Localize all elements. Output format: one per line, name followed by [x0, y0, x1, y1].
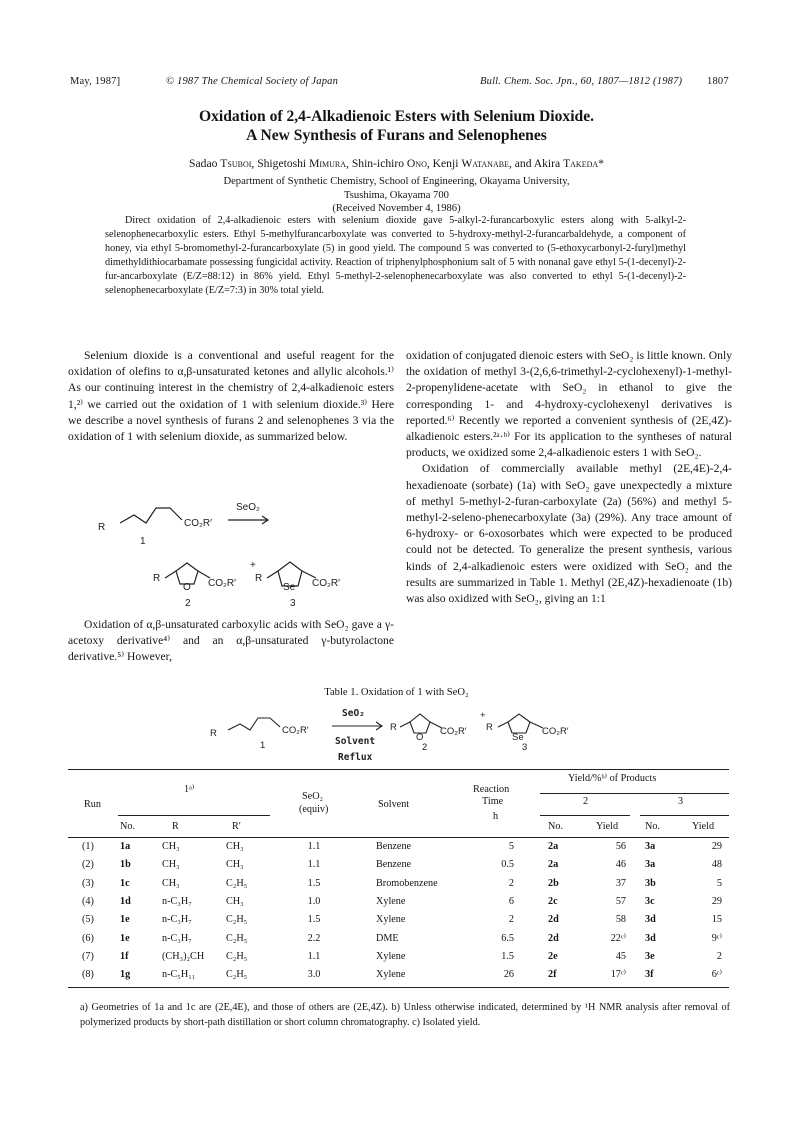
- table-cell-seo2: 2.2: [307, 932, 321, 944]
- table-cell-seo2: 1.0: [307, 895, 321, 907]
- author: Shin-ichiro Ono,: [351, 157, 433, 170]
- table-cell-y3: 5: [716, 877, 722, 889]
- table-cell-y2: 57: [615, 895, 626, 907]
- table-cell-seo2: 3.0: [307, 969, 321, 981]
- col-header-product-3: 3: [678, 796, 684, 807]
- table-cell-y2: 22ᶜ⁾: [610, 932, 626, 944]
- table-cell-R: (CH₃)₂CH: [162, 950, 205, 962]
- table-cell-run: (8): [82, 969, 94, 981]
- table-cell-no3: 3d: [645, 932, 656, 944]
- table-reaction-scheme: [210, 700, 590, 766]
- plus-sign: +: [480, 710, 486, 721]
- table-cell-no3: 3a: [645, 841, 656, 852]
- affiliation-line: Department of Synthetic Chemistry, School of Engineering, Okayama University,: [223, 176, 570, 187]
- table-cell-R: CH₃: [162, 859, 180, 871]
- title-line-2: A New Synthesis of Furans and Selenophenes: [246, 127, 547, 144]
- table-row: [0, 859, 793, 875]
- col-header-yield: Yield/%ᵇ⁾ of Products: [568, 773, 657, 784]
- col-header-product-2: 2: [583, 796, 589, 807]
- table-cell-y2: 45: [615, 950, 626, 962]
- solvent-label: Solvent: [335, 736, 376, 747]
- table-cell-no3: 3c: [645, 895, 655, 907]
- table-cell-seo2: 1.1: [307, 950, 321, 962]
- table-cell-no2: 2d: [548, 914, 559, 926]
- table-header: [0, 771, 793, 837]
- table-cell-no: 1b: [120, 859, 131, 871]
- ester-label: CO₂R′: [282, 725, 309, 736]
- table-cell-no3: 3b: [645, 877, 656, 889]
- table-cell-no: 1a: [120, 841, 131, 852]
- plus-sign: +: [250, 560, 256, 571]
- compound-3-label: 3: [290, 598, 296, 609]
- table-cell-no2: 2a: [548, 841, 559, 852]
- reagent-label: SeO₂: [236, 502, 260, 513]
- header-page-number: 1807: [707, 76, 729, 87]
- left-column-continued: [68, 617, 394, 666]
- table-row: [0, 878, 793, 894]
- compound-1-label: 1: [140, 536, 146, 547]
- table-cell-y2: 46: [615, 859, 626, 871]
- col-header-solvent: Solvent: [378, 799, 410, 810]
- table-cell-time: 2: [508, 877, 514, 889]
- col-header-time-unit: h: [493, 811, 499, 822]
- table-cell-y3: 9ᶜ⁾: [711, 932, 722, 944]
- selenophene-ring: [508, 714, 530, 733]
- col-header-time: Time: [482, 796, 504, 807]
- ester-label: CO₂R′: [208, 578, 236, 589]
- table-cell-y2: 56: [615, 841, 626, 852]
- table-cell-no: 1f: [120, 950, 129, 962]
- author: Kenji Watanabe, and: [432, 157, 534, 170]
- col-header-seo2: SeO₂: [302, 791, 324, 802]
- table-cell-R: n-C₃H₇: [162, 932, 192, 944]
- table-cell-time: 6: [508, 895, 514, 907]
- abstract: Direct oxidation of 2,4-alkadienoic esters with selenium dioxide gave 5-alkyl-2-furancarboxylic esters along with 5-alkyl-2-selenophenecarboxylic esters. Ethyl 5-methylfurancarboxylate was converted to 5-hydroxy-methyl-2-furancarbaldehyde, a component of honey, via ethyl 5-bromomethyl-2-furancarboxylate (5) in good yield. The compound 5 was converted to (5-ethoxycarbonyl-2-furyl)methyl dimethyldithiocarbamate possessing fungicidal activity. Reaction of triphenylphosphonium salt of 5 with nonanal gave ethyl 5-(1-decenyl)-2-fur-ancarboxylate (E/Z=88:12) in 86% yield. Ethyl 5-methyl-2-selenophenecarboxylate was also converted to ethyl 5-(1-decenyl)-2-selenophenecarboxylate (E/Z=7:3) in 30% total yield.: [105, 215, 686, 296]
- paragraph: Selenium dioxide is a conventional and useful reagent for the oxidation of olefins to α,β-unsaturated ketones and allylic alcohols.¹⁾ As our continuing interest in the chemistry of 2,4-alkadienoic esters 1,²⁾ we carried out the oxidation of 1 with selenium dioxide.³⁾ Here we describe a novel synthesis of furans 2 and selenophenes 3 via the oxidation of 1 with selenium dioxide, as summarized below.: [68, 349, 394, 444]
- table-row: [0, 969, 793, 985]
- table-row: [0, 951, 793, 967]
- table-cell-no3: 3f: [645, 969, 654, 981]
- r-label: R: [255, 573, 263, 584]
- table-cell-time: 2: [508, 914, 514, 926]
- table-cell-no: 1d: [120, 895, 131, 907]
- oxygen-label: O: [183, 582, 191, 593]
- table-cell-no3: 3e: [645, 950, 655, 962]
- header-journal: Bull. Chem. Soc. Jpn., 60, 1807—1812 (1987): [480, 76, 683, 87]
- table-cell-seo2: 1.1: [307, 841, 321, 852]
- table-row: [0, 933, 793, 949]
- table-cell-y2: 37: [615, 877, 626, 889]
- table-caption: Table 1. Oxidation of 1 with SeO₂: [324, 687, 469, 698]
- table-header-rule: [68, 837, 729, 838]
- table-cell-no2: 2f: [548, 969, 557, 981]
- table-cell-R: CH₃: [162, 841, 180, 852]
- reagent-label: SeO₂: [342, 708, 365, 719]
- table-cell-solvent: Xylene: [376, 969, 406, 981]
- compound-2-label: 2: [422, 742, 428, 753]
- table-cell-R: n-C₃H₇: [162, 895, 192, 907]
- table-cell-Rp: CH₃: [226, 895, 244, 907]
- table-cell-Rp: C₂H₅: [226, 914, 248, 926]
- furan-ring: [410, 714, 430, 733]
- table-cell-no: 1e: [120, 932, 130, 944]
- table-cell-Rp: C₂H₅: [226, 932, 248, 944]
- reflux-label: Reflux: [338, 752, 373, 763]
- author: Shigetoshi Mimura,: [257, 157, 352, 170]
- table-cell-y3: 6ᶜ⁾: [711, 969, 722, 981]
- table-row: [0, 841, 793, 857]
- table-cell-R: n-C₃H₇: [162, 914, 192, 926]
- compound-1-label: 1: [260, 740, 266, 751]
- table-cell-run: (2): [82, 859, 94, 871]
- affiliation: [0, 175, 793, 216]
- author: Akira Takeda*: [533, 157, 604, 170]
- table-cell-time: 0.5: [501, 859, 514, 871]
- table-cell-y2: 58: [615, 914, 626, 926]
- col-header-no: No.: [548, 821, 563, 832]
- col-header-r: R: [172, 821, 179, 832]
- table-cell-run: (7): [82, 950, 94, 962]
- ester-label: CO₂R′: [184, 518, 212, 529]
- table-cell-no: 1g: [120, 969, 131, 981]
- left-column: [68, 348, 394, 445]
- col-header-equiv: (equiv): [299, 804, 329, 815]
- oxygen-label: O: [416, 732, 424, 743]
- table-cell-no2: 2b: [548, 877, 559, 889]
- table-cell-no3: 3d: [645, 914, 656, 926]
- table-cell-run: (3): [82, 877, 94, 889]
- right-column: [406, 348, 732, 607]
- compound-3-label: 3: [522, 742, 528, 753]
- table-cell-solvent: DME: [376, 932, 399, 944]
- table-cell-time: 26: [503, 969, 514, 981]
- table-top-rule: [68, 769, 729, 770]
- table-cell-y3: 2: [716, 950, 722, 962]
- table-cell-run: (1): [82, 841, 94, 852]
- diene-chain: [120, 508, 182, 523]
- header-date: May, 1987]: [70, 76, 121, 87]
- table-cell-run: (6): [82, 932, 94, 944]
- author-list: [0, 157, 793, 170]
- table-cell-seo2: 1.1: [307, 859, 321, 871]
- table-cell-R: CH₃: [162, 877, 180, 889]
- table-cell-solvent: Xylene: [376, 895, 406, 907]
- col-header-yield-3: Yield: [692, 821, 715, 832]
- table-cell-solvent: Xylene: [376, 914, 406, 926]
- col-header-time: Reaction: [473, 784, 510, 795]
- r-label: R: [210, 728, 217, 739]
- reaction-scheme: [90, 490, 390, 610]
- ester-label: CO₂R′: [542, 726, 569, 737]
- table-cell-no2: 2e: [548, 950, 558, 962]
- furan-ring: [176, 563, 198, 584]
- title-line-1: Oxidation of 2,4-Alkadienoic Esters with Selenium Dioxide.: [198, 108, 595, 125]
- table-cell-run: (5): [82, 914, 94, 926]
- r-label: R: [153, 573, 161, 584]
- ester-label: CO₂R′: [440, 726, 467, 737]
- table-cell-time: 6.5: [501, 932, 514, 944]
- table-cell-seo2: 1.5: [307, 877, 321, 889]
- table-cell-run: (4): [82, 895, 94, 907]
- col-header-yield-2: Yield: [596, 821, 619, 832]
- table-cell-no3: 3a: [645, 859, 656, 871]
- table-cell-y3: 29: [711, 895, 722, 907]
- selenium-label: Se: [283, 582, 296, 593]
- table-cell-Rp: C₂H₅: [226, 969, 248, 981]
- table-cell-time: 5: [508, 841, 514, 852]
- table-cell-y2: 17ᶜ⁾: [610, 969, 626, 981]
- table-cell-time: 1.5: [501, 950, 514, 962]
- header-copyright: © 1987 The Chemical Society of Japan: [166, 76, 339, 87]
- table-cell-solvent: Benzene: [376, 841, 412, 852]
- col-header-no: No.: [645, 821, 660, 832]
- col-header-run: Run: [84, 799, 101, 810]
- table-cell-solvent: Xylene: [376, 950, 406, 962]
- table-cell-y3: 29: [711, 841, 722, 852]
- table-row: [0, 914, 793, 930]
- table-row: [0, 896, 793, 912]
- author: Sadao Tsuboi,: [189, 157, 258, 170]
- table-cell-Rp: C₂H₅: [226, 877, 248, 889]
- r-label: R: [98, 522, 106, 533]
- table-bottom-rule: [68, 987, 729, 988]
- col-header-no: No.: [120, 821, 135, 832]
- table-cell-no2: 2a: [548, 859, 559, 871]
- ester-label: CO₂R′: [312, 578, 340, 589]
- table-cell-y3: 15: [711, 914, 722, 926]
- table-cell-R: n-C₅H₁₁: [162, 969, 196, 981]
- table-cell-Rp: C₂H₅: [226, 950, 248, 962]
- col-header-rprime: R′: [232, 821, 242, 832]
- table-cell-solvent: Bromobenzene: [376, 877, 438, 889]
- table-cell-seo2: 1.5: [307, 914, 321, 926]
- table-cell-no2: 2d: [548, 932, 559, 944]
- paragraph: oxidation of conjugated dienoic esters with SeO₂ is little known. Only the oxidation of methyl 3-(2,6,6-trimethyl-2-cyclohexenyl)-1-methyl-2-propenylidene-acetate with SeO₂ in ethanol to give the corresponding 1- and 4-hydroxy-cyclohexenyl derivatives is reported.⁶⁾ Recently we reported a convenient synthesis of (2E,4Z)-alkadienoic esters.²ᵃ·ᵇ⁾ For its application to the syntheses of natural products, we oxidized some 2,4-alkadienoic esters 1 with SeO₂.: [406, 349, 732, 460]
- paragraph: Oxidation of α,β-unsaturated carboxylic acids with SeO₂ gave a γ-acetoxy derivative⁴⁾ and an α,β-unsaturated γ-butyrolactone derivative.⁵⁾ However,: [68, 618, 394, 664]
- compound-2-label: 2: [185, 598, 191, 609]
- table-cell-no: 1c: [120, 877, 130, 889]
- selenium-label: Se: [512, 732, 524, 743]
- paper-title: [0, 107, 793, 145]
- r-label: R: [390, 722, 397, 733]
- affiliation-line: Tsushima, Okayama 700: [344, 189, 449, 201]
- col-header-compound: 1ᵃ⁾: [184, 784, 195, 795]
- table-cell-Rp: CH₃: [226, 859, 244, 871]
- r-label: R: [486, 722, 493, 733]
- paragraph: Oxidation of commercially available methyl (2E,4E)-2,4-hexadienoate (sorbate) (1a) with SeO₂ gave unexpectedly a mixture of methyl 5-methyl-2-furan-carboxylate (2a) (56%) and methyl 5-methyl-2-seleno-phenecarboxylate (3a) (29%). Any trace amount of 6-hydroxy- or 6-oxosorbates which were expected to be produced could not be detected. To generalize the present synthesis, various kinds of 2,4-alkadienoic esters were oxidized with SeO₂ and the results are summarized in Table 1. Methyl (2E,4Z)-hexadienoate (1b) was also oxidized with SeO₂, giving an 1:1: [406, 462, 732, 606]
- table-cell-solvent: Benzene: [376, 859, 412, 871]
- table-cell-no2: 2c: [548, 895, 558, 907]
- table-footnote: a) Geometries of 1a and 1c are (2E,4E), and those of others are (2E,4Z). b) Unless otherwise indicated, determined by ¹H NMR analysis after removal of polymerized products by short-path distillation or short column chromatography. c) Isolated yield.: [80, 1002, 730, 1028]
- table-cell-y3: 48: [711, 859, 722, 871]
- table-cell-no: 1e: [120, 914, 130, 926]
- received-date: (Received November 4, 1986): [332, 203, 461, 214]
- table-cell-Rp: CH₃: [226, 841, 244, 852]
